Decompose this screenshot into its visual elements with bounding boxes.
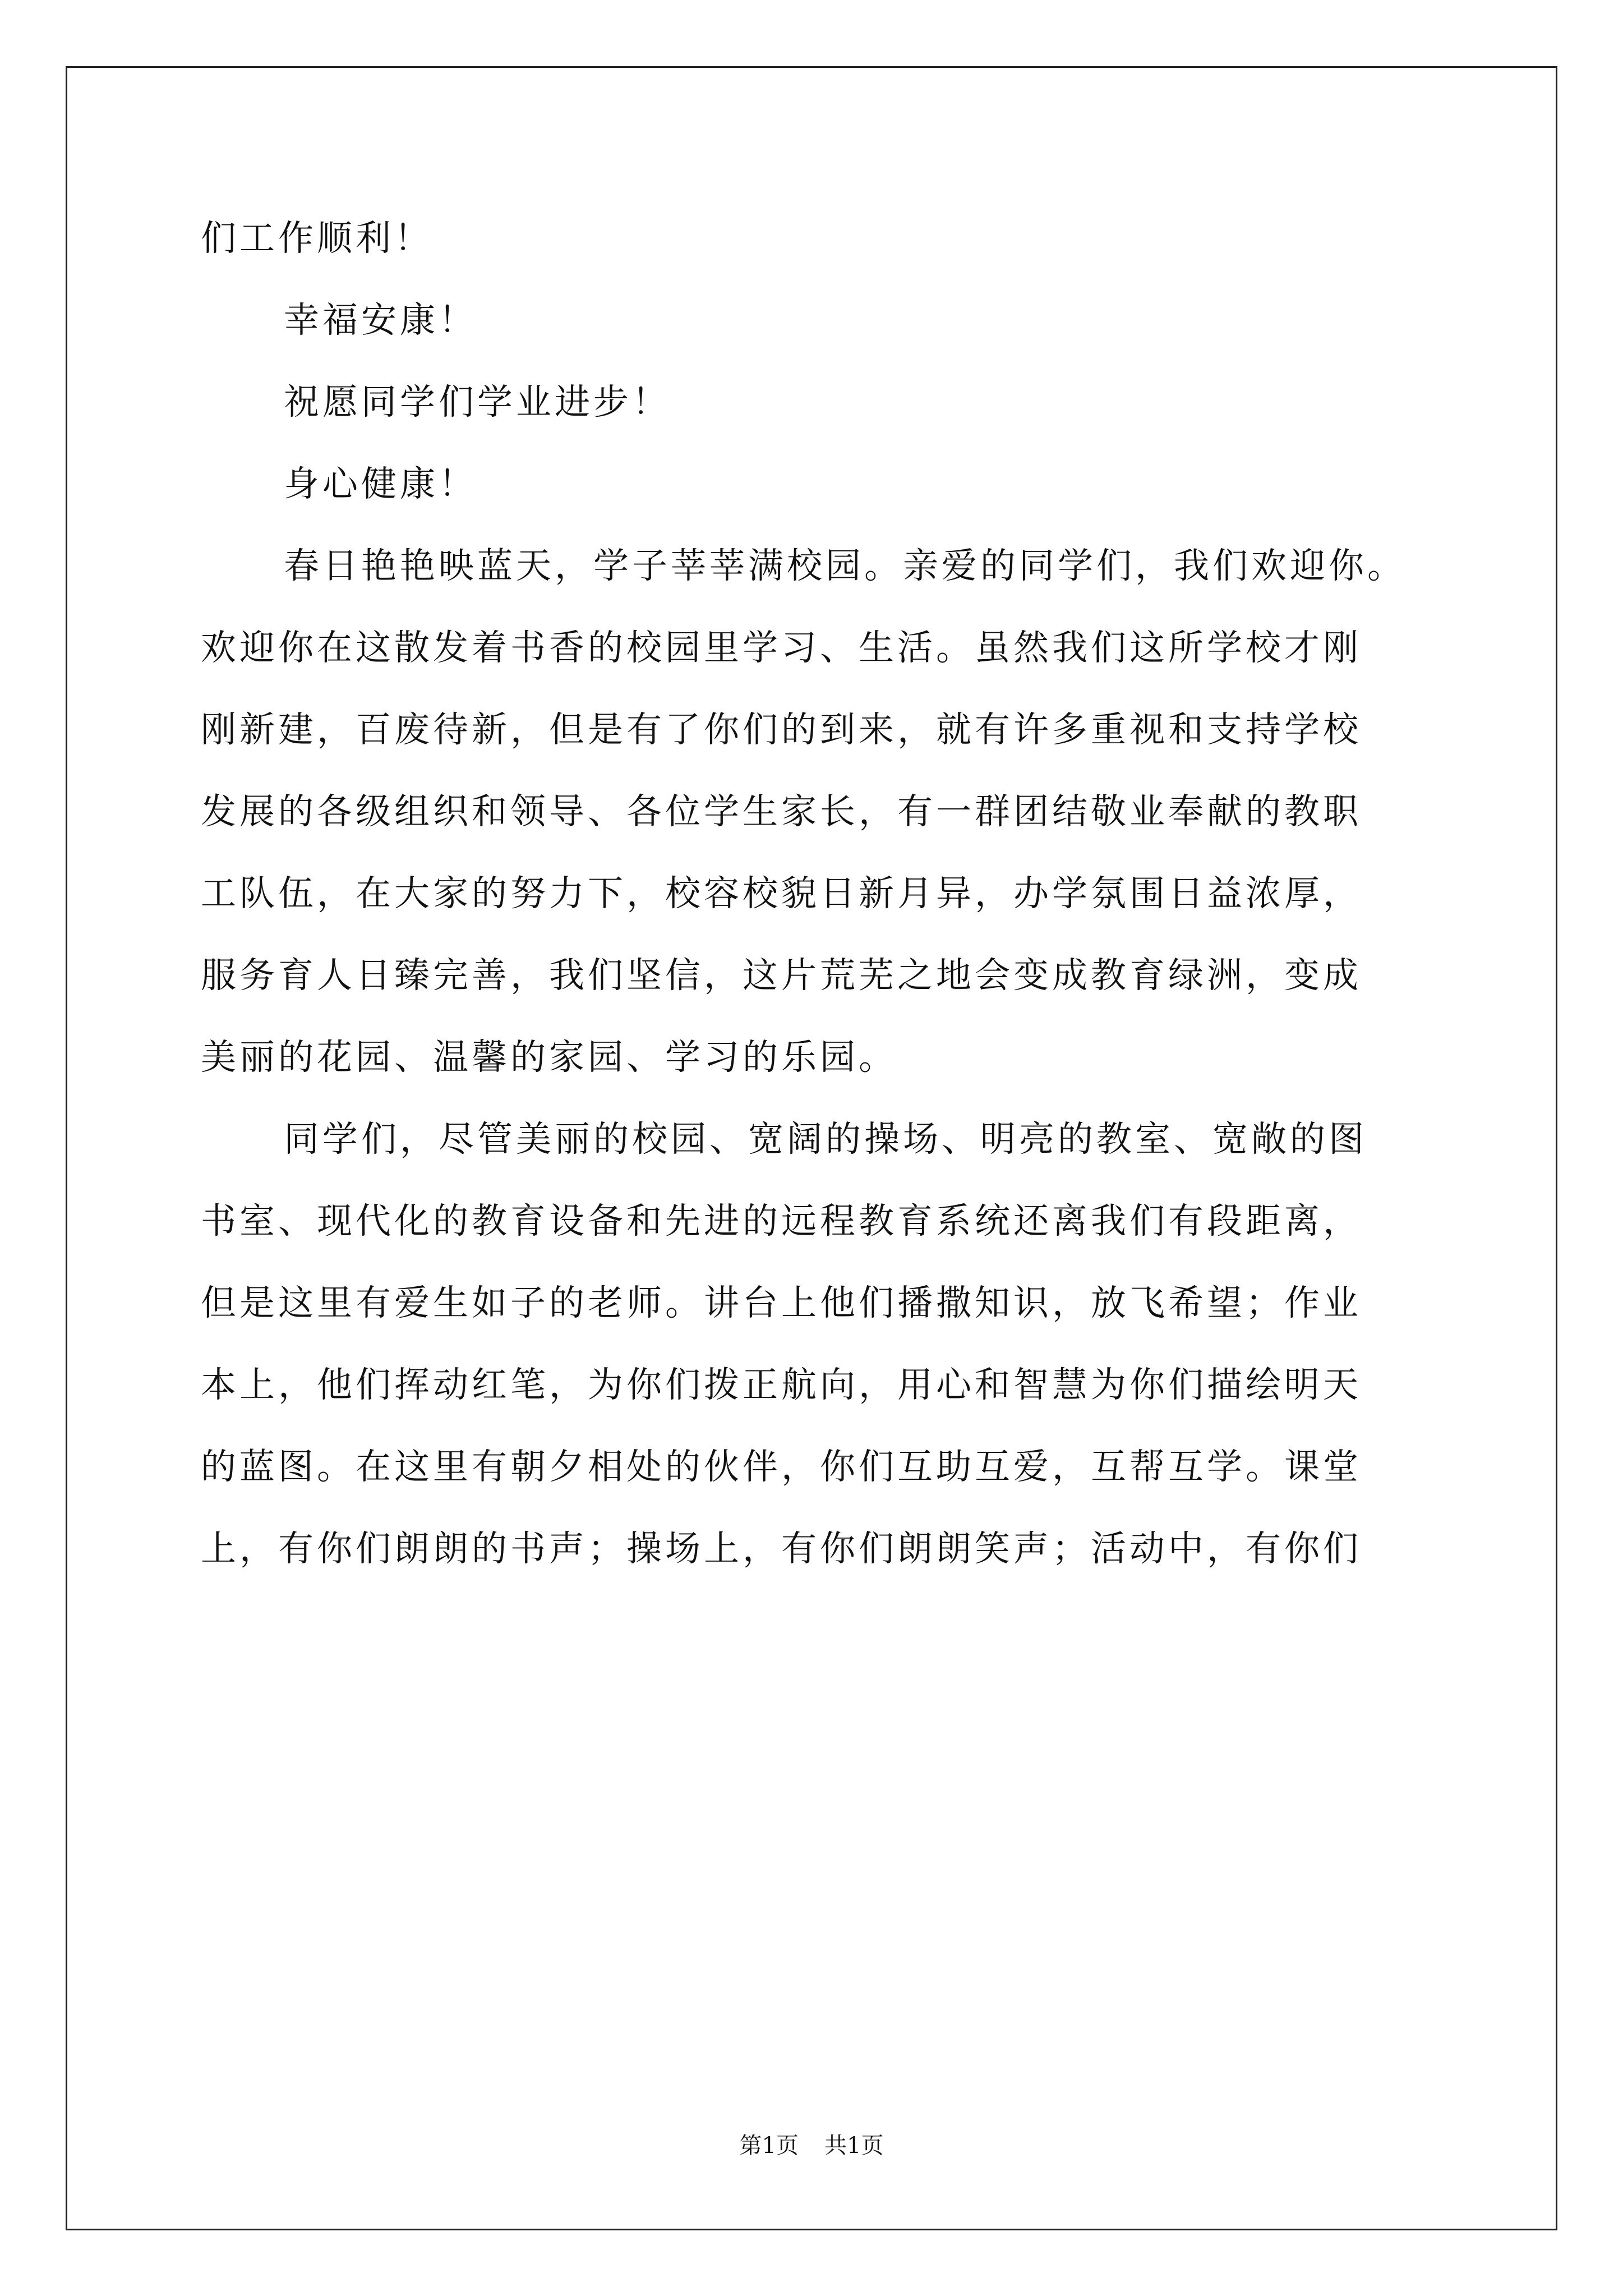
text-line: 服务育人日臻完善，我们坚信，这片荒芜之地会变成教育绿洲，变成 [201, 955, 1362, 996]
text-line: 书室、现代化的教育设备和先进的远程教育系统还离我们有段距离， [201, 1200, 1362, 1241]
text-line: 身心健康！ [284, 463, 477, 504]
text-line: 同学们，尽管美丽的校园、宽阔的操场、明亮的教室、宽敞的图 [284, 1119, 1367, 1159]
page-footer [0, 2129, 1623, 2162]
text-line: 祝愿同学们学业进步！ [284, 381, 671, 422]
page-number: 第1页 [739, 2133, 799, 2159]
text-line: 们工作顺利！ [201, 218, 433, 259]
text-line: 欢迎你在这散发着书香的校园里学习、生活。虽然我们这所学校才刚 [201, 627, 1362, 668]
page-count: 共1页 [824, 2133, 884, 2159]
text-line: 美丽的花园、温馨的家园、学习的乐园。 [201, 1037, 897, 1078]
text-line: 的蓝图。在这里有朝夕相处的伙伴，你们互助互爱，互帮互学。课堂 [201, 1446, 1362, 1487]
text-line: 发展的各级组织和领导、各位学生家长，有一群团结敬业奉献的教职 [201, 791, 1362, 832]
text-line: 本上，他们挥动红笔，为你们拨正航向，用心和智慧为你们描绘明天 [201, 1364, 1362, 1405]
text-line: 幸福安康！ [284, 300, 477, 341]
text-line: 但是这里有爱生如子的老师。讲台上他们播撒知识，放飞希望；作业 [201, 1282, 1362, 1323]
text-line: 春日艳艳映蓝天，学子莘莘满校园。亲爱的同学们，我们欢迎你。 [284, 545, 1406, 586]
text-line: 刚新建，百废待新，但是有了你们的到来，就有许多重视和支持学校 [201, 709, 1362, 750]
text-line: 工队伍，在大家的努力下，校容校貌日新月异，办学氛围日益浓厚， [201, 873, 1362, 914]
text-line: 上，有你们朗朗的书声；操场上，有你们朗朗笑声；活动中，有你们 [201, 1528, 1362, 1569]
